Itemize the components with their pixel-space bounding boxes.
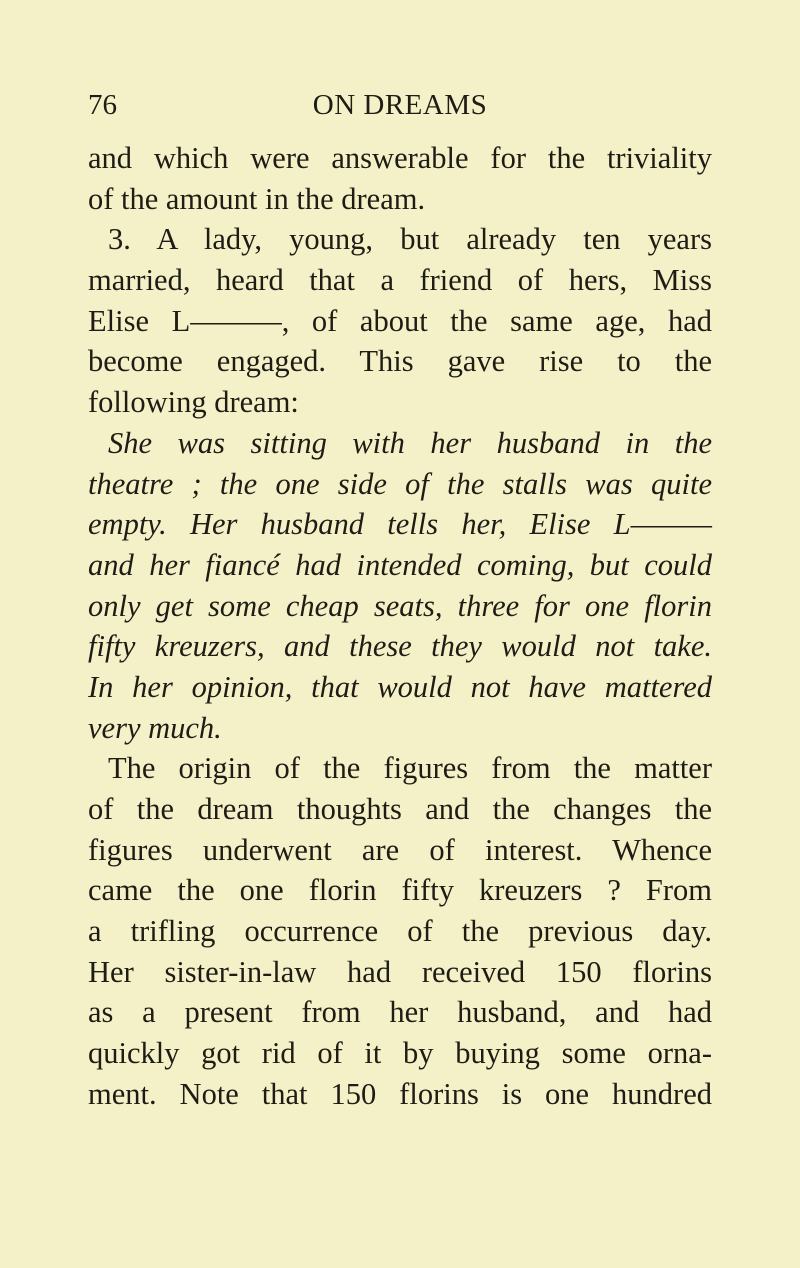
text-line: of the amount in the dream.	[88, 181, 426, 216]
text-line: as a present from her husband, and had	[88, 995, 712, 1030]
text-line: Her sister-in-law had received 150 florins	[88, 954, 712, 989]
text-line: and which were answerable for the triviality	[88, 141, 712, 175]
text-line: quickly got rid of it by buying some orna-	[88, 1036, 712, 1071]
text-line: figures underwent are of interest. Whence	[88, 832, 712, 867]
text-line: only get some cheap seats, three for one florin	[88, 588, 712, 623]
text-line: ment. Note that 150 florins is one hundred	[88, 1076, 712, 1111]
text-line: She was sitting with her husband in the	[108, 425, 712, 460]
text-line: of the dream thoughts and the changes the	[88, 792, 712, 826]
text-line: came the one florin fifty kreuzers ? From	[88, 873, 712, 908]
text-line: theatre ; the one side of the stalls was quite	[88, 466, 712, 501]
text-line: following dream:	[88, 385, 299, 420]
text-line: married, heard that a friend of hers, Miss	[88, 263, 712, 298]
running-head: ON DREAMS	[312, 89, 488, 121]
text-line: a trifling occurrence of the previous day.	[88, 914, 712, 949]
page-header	[88, 85, 712, 125]
text-line: become engaged. This gave rise to the	[88, 344, 712, 379]
text-line: and her fiancé had intended coming, but could	[88, 547, 712, 582]
text-line: In her opinion, that would not have mattered	[88, 669, 712, 704]
text-line: empty. Her husband tells her, Elise L———	[88, 507, 712, 542]
text-line: The origin of the figures from the matter	[108, 751, 712, 786]
text-line: 3. A lady, young, but already ten years	[108, 222, 712, 257]
text-line: very much.	[88, 710, 222, 745]
text-line: fifty kreuzers, and these they would not take.	[88, 629, 712, 664]
page-number: 76	[88, 89, 117, 121]
body-text	[88, 138, 712, 1115]
text-line: Elise L———, of about the same age, had	[88, 303, 712, 338]
